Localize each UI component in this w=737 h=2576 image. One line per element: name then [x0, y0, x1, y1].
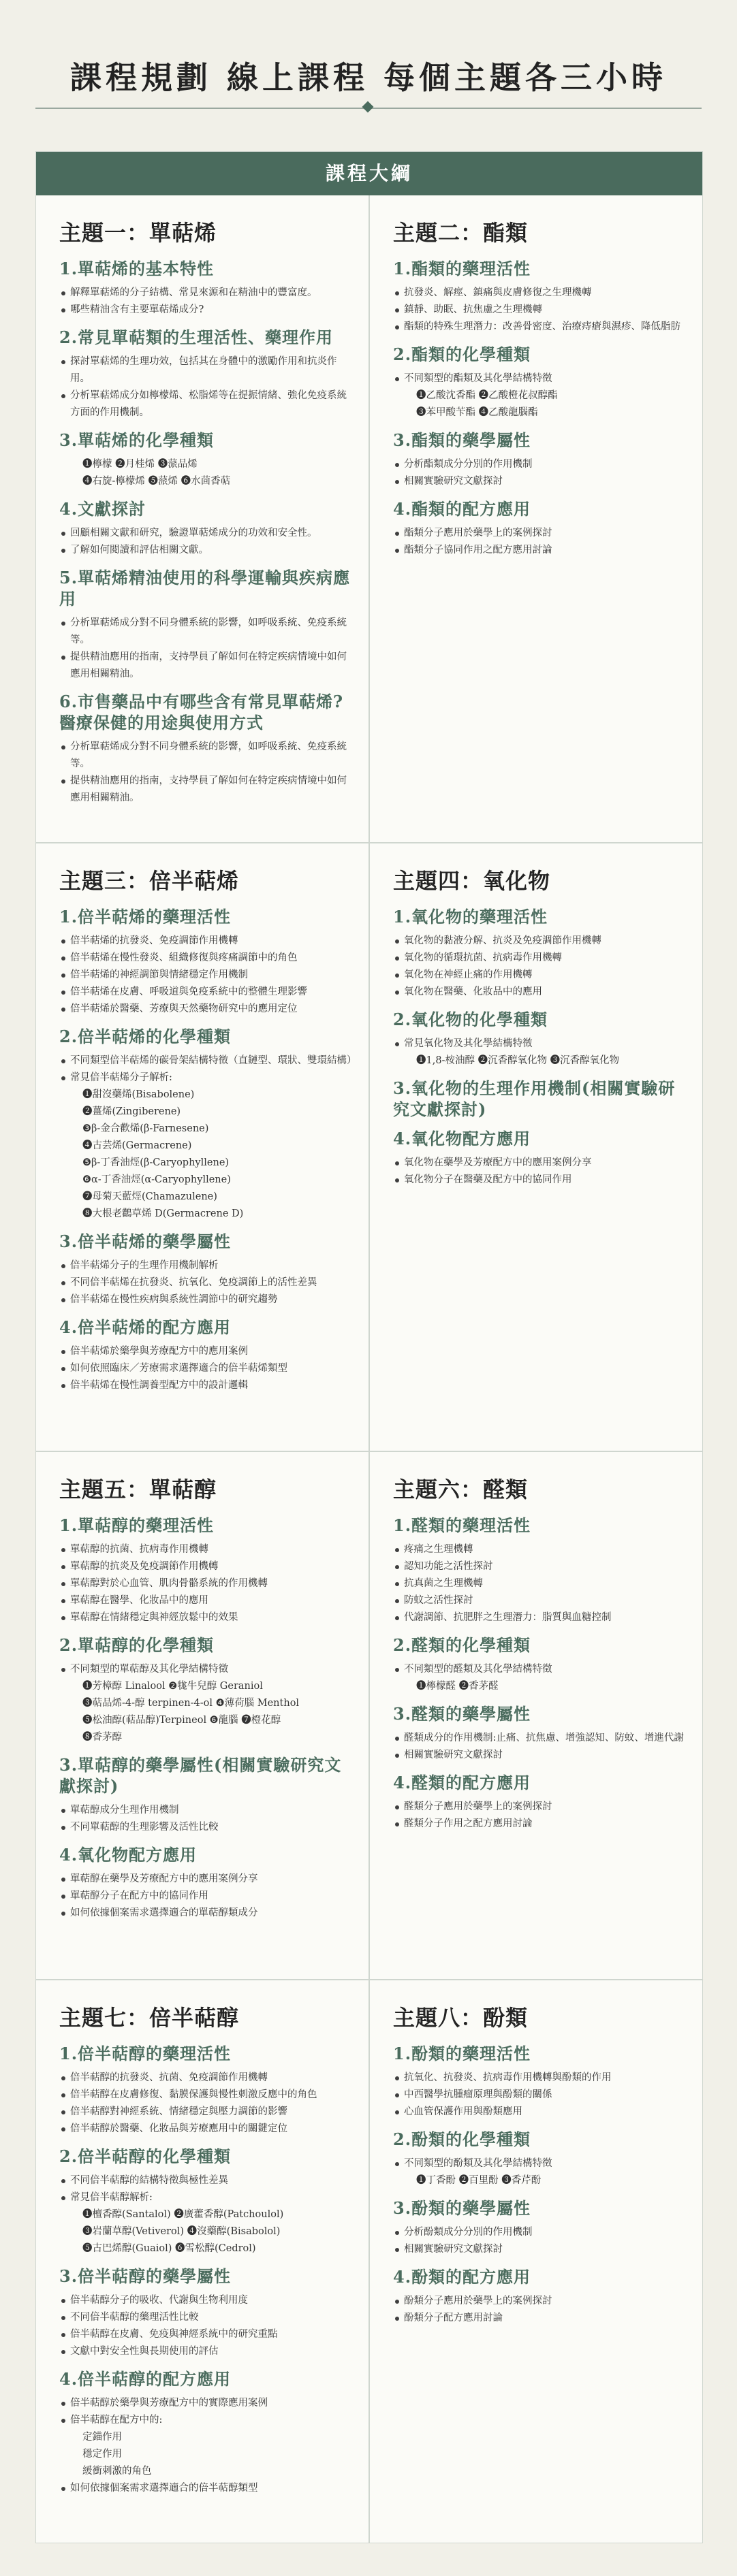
bullet-item: 提供精油應用的指南，支持學員了解如何在特定疾病情境中如何應用相關精油。 — [59, 649, 352, 683]
section-heading: 2.倍半萜醇的化學種類 — [59, 2146, 232, 2166]
bullet-item: 酯類的特殊生理潛力：改善骨密度、治療痔瘡與濕疹、降低脂肪 — [393, 319, 686, 336]
topic-content — [370, 843, 702, 1189]
bullet-item: 單萜醇在情緒穩定與神經放鬆中的效果 — [59, 1609, 352, 1626]
compound-list-line: ❸萜品烯-4-醇 terpinen-4-ol ❹薄荷腦 Menthol — [82, 1698, 300, 1709]
topic-content — [36, 843, 368, 1394]
section-list — [59, 615, 352, 683]
bullet-item: 相關實驗研究文獻探討 — [393, 2241, 686, 2258]
bullet-item: 倍半萜醇在配方中的: — [59, 2412, 352, 2429]
bullet-item: 哪些精油含有主要單萜烯成分? — [59, 302, 352, 319]
bullet-item: 不同類型的酚類及其化學結構特徵 — [393, 2155, 686, 2172]
topic-content — [370, 195, 702, 559]
section-list — [59, 1541, 352, 1626]
compound-list-line: ❹古芸烯(Germacrene) — [82, 1140, 192, 1151]
bullet-item: 心血管保護作用與酚類應用 — [393, 2104, 686, 2121]
topic-5 — [36, 1452, 368, 1979]
topic-grid — [36, 195, 702, 2543]
bullet-item: 酚類分子應用於藥學上的案例探討 — [393, 2293, 686, 2310]
bullet-item: 分析單萜烯成分對不同身體系統的影響，如呼吸系統、免疫系統等。 — [59, 739, 352, 773]
card-header: 課程大綱 — [36, 152, 702, 195]
bullet-item: 倍半萜醇於醫藥、化妝品與芳療應用中的關鍵定位 — [59, 2121, 352, 2138]
bullet-item: 如何依照臨床／芳療需求選擇適合的倍半萜烯類型 — [59, 1360, 352, 1377]
bullet-item: 單萜醇在醫學、化妝品中的應用 — [59, 1592, 352, 1609]
bullet-item: 相關實驗研究文獻探討 — [393, 1747, 686, 1764]
section-list — [393, 1661, 686, 1695]
section-list — [393, 456, 686, 490]
bullet-item: 抗氧化、抗發炎、抗病毒作用機轉與酚類的作用 — [393, 2070, 686, 2087]
section-list — [393, 2155, 686, 2189]
topic-title: 主題七：倍半萜醇 — [59, 2005, 240, 2031]
compound-list-line: ❸岩蘭草醇(Vetiverol) ❹沒藥醇(Bisabolol) — [82, 2226, 281, 2237]
section-list — [393, 1541, 686, 1626]
compound-list-line: ❶檸檬醛 ❷香茅醛 — [416, 1681, 499, 1692]
compound-list-line: ❶檸檬 ❷月桂烯 ❸蒎品烯 — [82, 459, 198, 470]
bullet-item: 氧化物的黏液分解、抗炎及免疫調節作用機轉 — [393, 933, 686, 950]
bullet-item: 倍半萜烯在皮膚、呼吸道與免疫系統中的整體生理影響 — [59, 984, 352, 1001]
bullet-item: 認知功能之活性探討 — [393, 1558, 686, 1575]
divider-diamond-icon — [362, 101, 374, 113]
topic-4 — [370, 843, 702, 1451]
bullet-item: 倍半萜烯的抗發炎、免疫調節作用機轉 — [59, 933, 352, 950]
bullet-item: 單萜醇對於心血管、肌肉骨骼系統的作用機轉 — [59, 1575, 352, 1592]
bullet-item: 抗發炎、解痙、鎮痛與皮膚修復之生理機轉 — [393, 285, 686, 302]
section-list — [59, 2292, 352, 2360]
compound-list-line: ❹右旋-檸檬烯 ❺蒎烯 ❻水茴香萜 — [82, 476, 231, 487]
section-heading: 2.氧化物的化學種類 — [393, 1010, 548, 1029]
section-list — [393, 525, 686, 559]
section-heading: 1.單萜醇的藥理活性 — [59, 1515, 215, 1535]
section-heading: 2.酯類的化學種類 — [393, 344, 531, 364]
topic-8 — [370, 1980, 702, 2543]
bullet-item: 倍半萜烯的神經調節與情緒穩定作用機制 — [59, 967, 352, 984]
bullet-item: 提供精油應用的指南，支持學員了解如何在特定疾病情境中如何應用相關精油。 — [59, 773, 352, 807]
compound-list-line: 緩衝刺激的角色 — [82, 2466, 152, 2477]
topic-content — [36, 1980, 368, 2497]
bullet-item: 倍半萜醇對神經系統、情緒穩定與壓力調節的影響 — [59, 2104, 352, 2121]
bullet-item: 單萜醇在藥學及芳療配方中的應用案例分享 — [59, 1871, 352, 1888]
section-heading: 2.常見單萜類的生理活性、藥理作用 — [59, 327, 334, 347]
compound-list-line: ❶1,8-桉油醇 ❷沉香醇氧化物 ❸沉香醇氧化物 — [416, 1055, 620, 1066]
section-list — [59, 353, 352, 421]
bullet-item: 氧化物分子在醫藥及配方中的協同作用 — [393, 1172, 686, 1189]
section-list — [59, 2070, 352, 2138]
bullet-item: 文獻中對安全性與長期使用的評估 — [59, 2343, 352, 2360]
course-outline-card — [35, 151, 703, 2543]
topic-title: 主題八：酚類 — [393, 2005, 529, 2031]
section-heading: 3.酯類的藥學屬性 — [393, 430, 531, 450]
bullet-item: 倍半萜烯在慢性發炎、組織修復與疼痛調節中的角色 — [59, 950, 352, 967]
bullet-item: 不同類型的醛類及其化學結構特徵 — [393, 1661, 686, 1678]
bullet-item: 倍半萜烯在慢性調養型配方中的設計邏輯 — [59, 1377, 352, 1394]
section-heading: 4.氧化物配方應用 — [59, 1845, 198, 1865]
compound-list-line: ❶甜沒藥烯(Bisabolene) — [82, 1089, 195, 1100]
section-list — [59, 933, 352, 1018]
section-heading: 4.醛類的配方應用 — [393, 1773, 531, 1792]
compound-list-line: ❺古巴烯醇(Guaiol) ❻雪松醇(Cedrol) — [82, 2243, 256, 2254]
section-list — [393, 1799, 686, 1833]
section-heading: 2.酚類的化學種類 — [393, 2129, 531, 2149]
compound-list-line: 穩定作用 — [82, 2449, 122, 2460]
compound-list-line: ❻α-丁香油烴(α-Caryophyllene) — [82, 1174, 231, 1185]
bullet-item: 氧化物在藥學及芳療配方中的應用案例分享 — [393, 1155, 686, 1172]
section-list — [393, 1035, 686, 1069]
section-heading: 4.文獻探討 — [59, 499, 146, 519]
bullet-item: 抗真菌之生理機轉 — [393, 1575, 686, 1592]
bullet-item: 醛類分子作用之配方應用討論 — [393, 1816, 686, 1833]
section-heading: 1.倍半萜烯的藥理活性 — [59, 907, 232, 927]
section-heading: 1.酯類的藥理活性 — [393, 259, 531, 278]
topic-3 — [36, 843, 368, 1451]
bullet-item: 了解如何閱讀和評估相關文獻。 — [59, 542, 352, 559]
bullet-item: 倍半萜醇於藥學與芳療配方中的實際應用案例 — [59, 2395, 352, 2412]
compound-list-line: ❺松油醇(萜品醇)Terpineol ❻龍腦 ❼橙花醇 — [82, 1715, 281, 1726]
section-list — [59, 2395, 352, 2497]
bullet-item: 倍半萜醇的抗發炎、抗菌、免疫調節作用機轉 — [59, 2070, 352, 2087]
bullet-item: 代謝調節、抗肥胖之生理潛力：脂質與血糖控制 — [393, 1609, 686, 1626]
bullet-item: 分析單萜烯成分對不同身體系統的影響，如呼吸系統、免疫系統等。 — [59, 615, 352, 649]
section-list — [59, 1257, 352, 1308]
section-list — [393, 1730, 686, 1764]
bullet-item: 不同倍半萜醇的結構特徵與極性差異 — [59, 2172, 352, 2189]
section-heading: 3.酚類的藥學屬性 — [393, 2198, 531, 2218]
topic-title: 主題二：酯類 — [393, 220, 529, 246]
section-heading: 1.單萜烯的基本特性 — [59, 259, 215, 278]
bullet-item: 單萜醇成分生理作用機制 — [59, 1802, 352, 1819]
topic-2 — [370, 195, 702, 842]
bullet-item: 如何依據個案需求選擇適合的單萜醇類成分 — [59, 1905, 352, 1922]
bullet-item: 分析單萜烯成分如檸檬烯、松脂烯等在提振情緒、強化免疫系統方面的作用機制。 — [59, 387, 352, 421]
topic-content — [36, 195, 368, 807]
bullet-item: 單萜醇分子在配方中的協同作用 — [59, 1888, 352, 1905]
compound-list-line: ❼母菊天藍烴(Chamazulene) — [82, 1191, 217, 1202]
section-heading: 1.倍半萜醇的藥理活性 — [59, 2044, 232, 2063]
section-heading: 3.單萜烯的化學種類 — [59, 430, 215, 450]
bullet-item: 不同倍半萜醇的藥理活性比較 — [59, 2309, 352, 2326]
bullet-item: 如何依據個案需求選擇適合的倍半萜醇類型 — [59, 2480, 352, 2497]
compound-list-line: ❶乙酸沈香酯 ❷乙酸橙花叔醇酯 — [416, 390, 558, 401]
bullet-item: 不同類型倍半萜烯的碳骨架結構特徵（直鏈型、環狀、雙環結構） — [59, 1052, 352, 1069]
section-heading: 3.倍半萜烯的藥學屬性 — [59, 1231, 232, 1251]
section-list — [393, 933, 686, 1001]
bullet-item: 倍半萜烯在慢性疾病與系統性調節中的研究趨勢 — [59, 1291, 352, 1308]
bullet-item: 鎮靜、助眠、抗焦慮之生理機轉 — [393, 302, 686, 319]
section-heading: 6.市售藥品中有哪些含有常見單萜烯?醫療保健的用途與使用方式 — [59, 692, 344, 732]
bullet-item: 倍半萜醇在皮膚修復、黏膜保護與慢性刺激反應中的角色 — [59, 2087, 352, 2104]
compound-list-line: ❶檀香醇(Santalol) ❷廣藿香醇(Patchoulol) — [82, 2209, 284, 2220]
bullet-item: 不同類型的酯類及其化學結構特徵 — [393, 370, 686, 387]
compound-list-line: ❽香茅醇 — [82, 1732, 122, 1743]
bullet-item: 酯類分子應用於藥學上的案例探討 — [393, 525, 686, 542]
topic-content — [36, 1452, 368, 1922]
bullet-item: 氧化物在神經止痛的作用機轉 — [393, 967, 686, 984]
section-list — [393, 2224, 686, 2258]
compound-list-line: ❸苯甲酸苄酯 ❹乙酸龍腦酯 — [416, 407, 538, 418]
section-list — [393, 1155, 686, 1189]
section-heading: 1.氧化物的藥理活性 — [393, 907, 548, 927]
bullet-item: 氧化物在醫藥、化妝品中的應用 — [393, 984, 686, 1001]
section-heading: 3.單萜醇的藥學屬性(相關實驗研究文獻探討) — [59, 1755, 342, 1796]
section-heading: 2.醛類的化學種類 — [393, 1635, 531, 1655]
section-list — [393, 285, 686, 336]
section-heading: 4.氧化物配方應用 — [393, 1129, 531, 1148]
bullet-item: 解釋單萜烯的分子結構、常見來源和在精油中的豐富度。 — [59, 285, 352, 302]
bullet-item: 分析酯類成分分別的作用機制 — [393, 456, 686, 473]
bullet-item: 氧化物的循環抗菌、抗病毒作用機轉 — [393, 950, 686, 967]
bullet-item: 疼痛之生理機轉 — [393, 1541, 686, 1558]
bullet-item: 探討單萜烯的生理功效，包括其在身體中的激勵作用和抗炎作用。 — [59, 353, 352, 387]
section-list — [59, 1871, 352, 1922]
topic-7 — [36, 1980, 368, 2543]
section-heading: 4.酚類的配方應用 — [393, 2267, 531, 2287]
section-list — [59, 1052, 357, 1223]
compound-list-line: ❸β-金合歡烯(β-Farnesene) — [82, 1123, 209, 1134]
bullet-item: 不同類型的單萜醇及其化學結構特徵 — [59, 1661, 352, 1678]
compound-list-line: ❽大根老鸛草烯 D(Germacrene D) — [82, 1208, 244, 1219]
bullet-item: 倍半萜烯於藥學與芳療配方中的應用案例 — [59, 1343, 352, 1360]
section-heading: 5.單萜烯精油使用的科學運輸與疾病應用 — [59, 568, 351, 609]
topic-title: 主題六：醛類 — [393, 1477, 529, 1502]
bullet-item: 常見氧化物及其化學結構特徵 — [393, 1035, 686, 1052]
section-heading: 1.醛類的藥理活性 — [393, 1515, 531, 1535]
section-list — [393, 370, 686, 421]
bullet-item: 酚類分子配方應用討論 — [393, 2310, 686, 2327]
bullet-item: 常見倍半萜醇解析: — [59, 2189, 352, 2206]
bullet-item: 倍半萜醇分子的吸收、代謝與生物利用度 — [59, 2292, 352, 2309]
bullet-item: 倍半萜烯於醫藥、芳療與天然藥物研究中的應用定位 — [59, 1001, 352, 1018]
section-heading: 4.倍半萜烯的配方應用 — [59, 1317, 232, 1337]
bullet-item: 單萜醇的抗菌、抗病毒作用機轉 — [59, 1541, 352, 1558]
bullet-item: 回顧相關文獻和研究，驗證單萜烯成分的功效和安全性。 — [59, 525, 352, 542]
topic-title: 主題三：倍半萜烯 — [59, 868, 240, 894]
bullet-item: 不同單萜醇的生理影響及活性比較 — [59, 1819, 352, 1836]
compound-list-line: ❷薑烯(Zingiberene) — [82, 1106, 181, 1117]
topic-title: 主題四：氧化物 — [393, 868, 551, 894]
section-heading: 1.酚類的藥理活性 — [393, 2044, 531, 2063]
topic-title: 主題一：單萜烯 — [59, 220, 217, 246]
section-heading: 4.倍半萜醇的配方應用 — [59, 2369, 232, 2389]
bullet-item: 醛類分子應用於藥學上的案例探討 — [393, 1799, 686, 1816]
bullet-item: 分析酚類成分分別的作用機制 — [393, 2224, 686, 2241]
bullet-item: 倍半萜醇在皮膚、免疫與神經系統中的研究重點 — [59, 2326, 352, 2343]
bullet-item: 醛類成分的作用機制:止痛、抗焦慮、增強認知、防蚊、增進代謝 — [393, 1730, 686, 1747]
section-heading: 3.氧化物的生理作用機制(相關實驗研究文獻探討) — [393, 1078, 676, 1119]
section-heading: 2.單萜醇的化學種類 — [59, 1635, 215, 1655]
section-heading: 3.倍半萜醇的藥學屬性 — [59, 2266, 232, 2286]
section-heading: 3.醛類的藥學屬性 — [393, 1704, 531, 1724]
bullet-item: 倍半萜烯分子的生理作用機制解析 — [59, 1257, 352, 1274]
section-list — [59, 2172, 352, 2257]
compound-list-line: ❶丁香酚 ❷百里酚 ❸香芹酚 — [416, 2175, 542, 2186]
topic-content — [370, 1452, 702, 1833]
topic-1 — [36, 195, 368, 842]
page-title: 課程規劃 線上課程 每個主題各三小時 — [69, 59, 668, 96]
section-list — [59, 525, 352, 559]
bullet-item: 中西醫學抗腫瘤原理與酚類的關係 — [393, 2087, 686, 2104]
compound-list-line: ❶芳樟醇 Linalool ❷牻牛兒醇 Geraniol — [82, 1681, 263, 1692]
topic-content — [370, 1980, 702, 2327]
section-list — [59, 1343, 352, 1394]
bullet-item: 不同倍半萜烯在抗發炎、抗氧化、免疫調節上的活性差異 — [59, 1274, 352, 1291]
topic-title: 主題五：單萜醇 — [59, 1477, 217, 1502]
topic-6 — [370, 1452, 702, 1979]
compound-list-line: ❺β-丁香油烴(β-Caryophyllene) — [82, 1157, 230, 1168]
bullet-item: 酯類分子協同作用之配方應用討論 — [393, 542, 686, 559]
bullet-item: 常見倍半萜烯分子解析: — [59, 1069, 352, 1086]
bullet-item: 單萜醇的抗炎及免疫調節作用機轉 — [59, 1558, 352, 1575]
section-list — [59, 1802, 352, 1836]
section-list — [393, 2070, 686, 2121]
section-list — [59, 739, 352, 807]
section-list — [59, 1661, 352, 1746]
section-list — [59, 456, 352, 490]
section-heading: 4.酯類的配方應用 — [393, 499, 531, 519]
section-heading: 2.倍半萜烯的化學種類 — [59, 1027, 232, 1046]
bullet-item: 相關實驗研究文獻探討 — [393, 473, 686, 490]
section-list — [393, 2293, 686, 2327]
compound-list-line: 定錨作用 — [82, 2432, 122, 2443]
section-list — [59, 285, 352, 319]
bullet-item: 防蚊之活性探討 — [393, 1592, 686, 1609]
